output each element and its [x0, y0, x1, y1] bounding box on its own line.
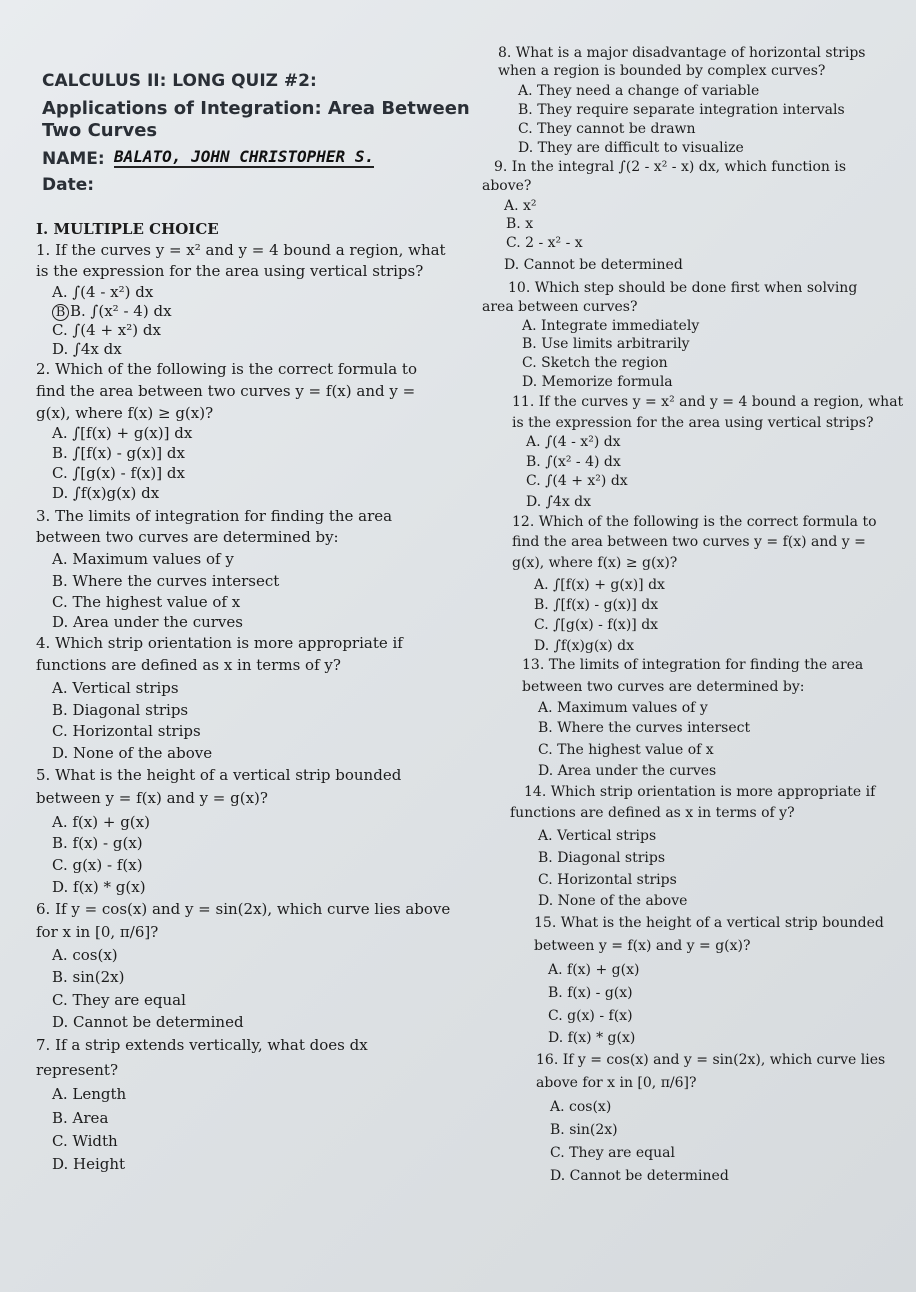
q5-option-d: D. f(x) * g(x): [52, 878, 146, 896]
q4-option-d: D. None of the above: [52, 744, 213, 762]
q2-option-b: B. ∫[f(x) - g(x)] dx: [52, 444, 185, 462]
quiz-title: CALCULUS II: LONG QUIZ #2:: [42, 71, 317, 91]
q4-stem-line2: functions are defined as x in terms of y?: [36, 656, 341, 674]
topic-title-line1: Applications of Integration: Area Between: [42, 98, 470, 119]
q15-stem-line1: 15. What is the height of a vertical strip bounded: [534, 915, 884, 931]
q5-option-a: A. f(x) + g(x): [52, 813, 150, 831]
q16-option-b: B. sin(2x): [550, 1122, 618, 1138]
q1-stem-line2: is the expression for the area using vertical strips?: [36, 262, 424, 280]
q6-option-b: B. sin(2x): [52, 968, 125, 986]
q15-option-c: C. g(x) - f(x): [548, 1008, 633, 1024]
q1-option-d: D. ∫4x dx: [52, 340, 122, 358]
q13-option-d: D. Area under the curves: [538, 763, 717, 779]
name-value: BALATO, JOHN CHRISTOPHER S.: [114, 147, 375, 166]
q1-stem-line1: 1. If the curves y = x² and y = 4 bound a region, what: [36, 241, 446, 259]
section-heading: I. MULTIPLE CHOICE: [36, 220, 219, 238]
q14-stem-line1: 14. Which strip orientation is more appropriate if: [524, 784, 876, 800]
answer-circle-icon: B: [52, 304, 69, 321]
q3-option-d: D. Area under the curves: [52, 613, 243, 631]
q12-stem-line1: 12. Which of the following is the correct formula to: [512, 514, 877, 530]
date-label: Date:: [42, 175, 95, 195]
q1-option-b-text: B. ∫(x² - 4) dx: [70, 302, 172, 320]
q2-option-a: A. ∫[f(x) + g(x)] dx: [52, 424, 193, 442]
q12-stem-line2: find the area between two curves y = f(x) and y =: [512, 534, 866, 550]
q9-option-a: A. x²: [504, 198, 537, 214]
q11-option-d: D. ∫4x dx: [526, 494, 592, 510]
q12-option-b: B. ∫[f(x) - g(x)] dx: [534, 597, 659, 613]
q5-option-c: C. g(x) - f(x): [52, 856, 143, 874]
q10-option-b: B. Use limits arbitrarily: [522, 336, 690, 352]
q4-option-c: C. Horizontal strips: [52, 722, 201, 740]
q16-stem-line2: above for x in [0, π/6]?: [536, 1075, 697, 1091]
topic-title-line2: Two Curves: [42, 120, 158, 141]
q2-stem-line1: 2. Which of the following is the correct formula to: [36, 360, 417, 378]
q13-stem-line1: 13. The limits of integration for finding the area: [522, 657, 864, 673]
q8-option-b: B. They require separate integration intervals: [518, 102, 845, 118]
q14-stem-line2: functions are defined as x in terms of y?: [510, 805, 795, 821]
q6-option-d: D. Cannot be determined: [52, 1013, 244, 1031]
q16-option-a: A. cos(x): [550, 1099, 612, 1115]
q2-stem-line3: g(x), where f(x) ≥ g(x)?: [36, 404, 214, 422]
q14-option-c: C. Horizontal strips: [538, 872, 677, 888]
q4-stem-line1: 4. Which strip orientation is more appropriate if: [36, 634, 403, 652]
q8-option-a: A. They need a change of variable: [518, 83, 760, 99]
q7-option-b: B. Area: [52, 1109, 109, 1127]
q2-option-d: D. ∫f(x)g(x) dx: [52, 484, 160, 502]
q7-stem-line1: 7. If a strip extends vertically, what does dx: [36, 1036, 368, 1054]
q14-option-d: D. None of the above: [538, 893, 688, 909]
q12-option-a: A. ∫[f(x) + g(x)] dx: [534, 577, 665, 593]
q12-stem-line3: g(x), where f(x) ≥ g(x)?: [512, 555, 678, 571]
q7-option-d: D. Height: [52, 1155, 126, 1173]
q8-stem-line1: 8. What is a major disadvantage of horizontal strips: [498, 45, 866, 61]
q13-stem-line2: between two curves are determined by:: [522, 679, 805, 695]
q3-option-b: B. Where the curves intersect: [52, 572, 280, 590]
q10-option-d: D. Memorize formula: [522, 374, 673, 390]
q11-option-c: C. ∫(4 + x²) dx: [526, 473, 628, 489]
q13-option-a: A. Maximum values of y: [538, 700, 708, 716]
q14-option-a: A. Vertical strips: [538, 828, 657, 844]
q3-stem-line2: between two curves are determined by:: [36, 528, 339, 546]
q1-option-a: A. ∫(4 - x²) dx: [52, 283, 154, 301]
q16-option-d: D. Cannot be determined: [550, 1168, 729, 1184]
q11-option-b: B. ∫(x² - 4) dx: [526, 454, 621, 470]
q1-option-b: [52, 302, 172, 321]
q3-option-a: A. Maximum values of y: [52, 550, 234, 568]
q13-option-b: B. Where the curves intersect: [538, 720, 751, 736]
q8-option-c: C. They cannot be drawn: [518, 121, 696, 137]
q9-option-c: C. 2 - x² - x: [506, 235, 583, 251]
q8-option-d: D. They are difficult to visualize: [518, 140, 744, 156]
q4-option-b: B. Diagonal strips: [52, 701, 189, 719]
q6-option-a: A. cos(x): [52, 946, 118, 964]
q10-stem-line2: area between curves?: [482, 299, 638, 315]
q15-option-b: B. f(x) - g(x): [548, 985, 633, 1001]
name-label: NAME:: [42, 149, 105, 169]
q9-option-d: D. Cannot be determined: [504, 257, 683, 273]
q12-option-c: C. ∫[g(x) - f(x)] dx: [534, 617, 659, 633]
q7-stem-line2: represent?: [36, 1061, 119, 1079]
q4-option-a: A. Vertical strips: [52, 679, 179, 697]
q6-stem-line1: 6. If y = cos(x) and y = sin(2x), which curve lies above: [36, 900, 451, 918]
q14-option-b: B. Diagonal strips: [538, 850, 666, 866]
q12-option-d: D. ∫f(x)g(x) dx: [534, 638, 635, 654]
q7-option-a: A. Length: [52, 1085, 127, 1103]
q16-option-c: C. They are equal: [550, 1145, 675, 1161]
q2-option-c: C. ∫[g(x) - f(x)] dx: [52, 464, 185, 482]
q7-option-c: C. Width: [52, 1132, 118, 1150]
q9-option-b: B. x: [506, 216, 534, 232]
q10-option-a: A. Integrate immediately: [522, 318, 700, 334]
q9-stem-line1: 9. In the integral ∫(2 - x² - x) dx, which function is: [494, 159, 847, 175]
q15-option-d: D. f(x) * g(x): [548, 1030, 636, 1046]
q5-option-b: B. f(x) - g(x): [52, 834, 143, 852]
q11-stem-line2: is the expression for the area using vertical strips?: [512, 415, 874, 431]
q6-stem-line2: for x in [0, π/6]?: [36, 923, 159, 941]
q10-stem-line1: 10. Which step should be done first when solving: [508, 280, 858, 296]
q1-option-c: C. ∫(4 + x²) dx: [52, 321, 161, 339]
q11-stem-line1: 11. If the curves y = x² and y = 4 bound a region, what: [512, 394, 904, 410]
q11-option-a: A. ∫(4 - x²) dx: [526, 434, 621, 450]
q9-stem-line2: above?: [482, 178, 532, 194]
q8-stem-line2: when a region is bounded by complex curves?: [498, 63, 826, 79]
q15-option-a: A. f(x) + g(x): [548, 962, 640, 978]
q3-stem-line1: 3. The limits of integration for finding the area: [36, 507, 393, 525]
q5-stem-line1: 5. What is the height of a vertical strip bounded: [36, 766, 402, 784]
q16-stem-line1: 16. If y = cos(x) and y = sin(2x), which curve lies: [536, 1052, 886, 1068]
q3-option-c: C. The highest value of x: [52, 593, 241, 611]
q13-option-c: C. The highest value of x: [538, 742, 714, 758]
q10-option-c: C. Sketch the region: [522, 355, 668, 371]
q2-stem-line2: find the area between two curves y = f(x) and y =: [36, 382, 416, 400]
q5-stem-line2: between y = f(x) and y = g(x)?: [36, 789, 268, 807]
q15-stem-line2: between y = f(x) and y = g(x)?: [534, 938, 751, 954]
q6-option-c: C. They are equal: [52, 991, 186, 1009]
